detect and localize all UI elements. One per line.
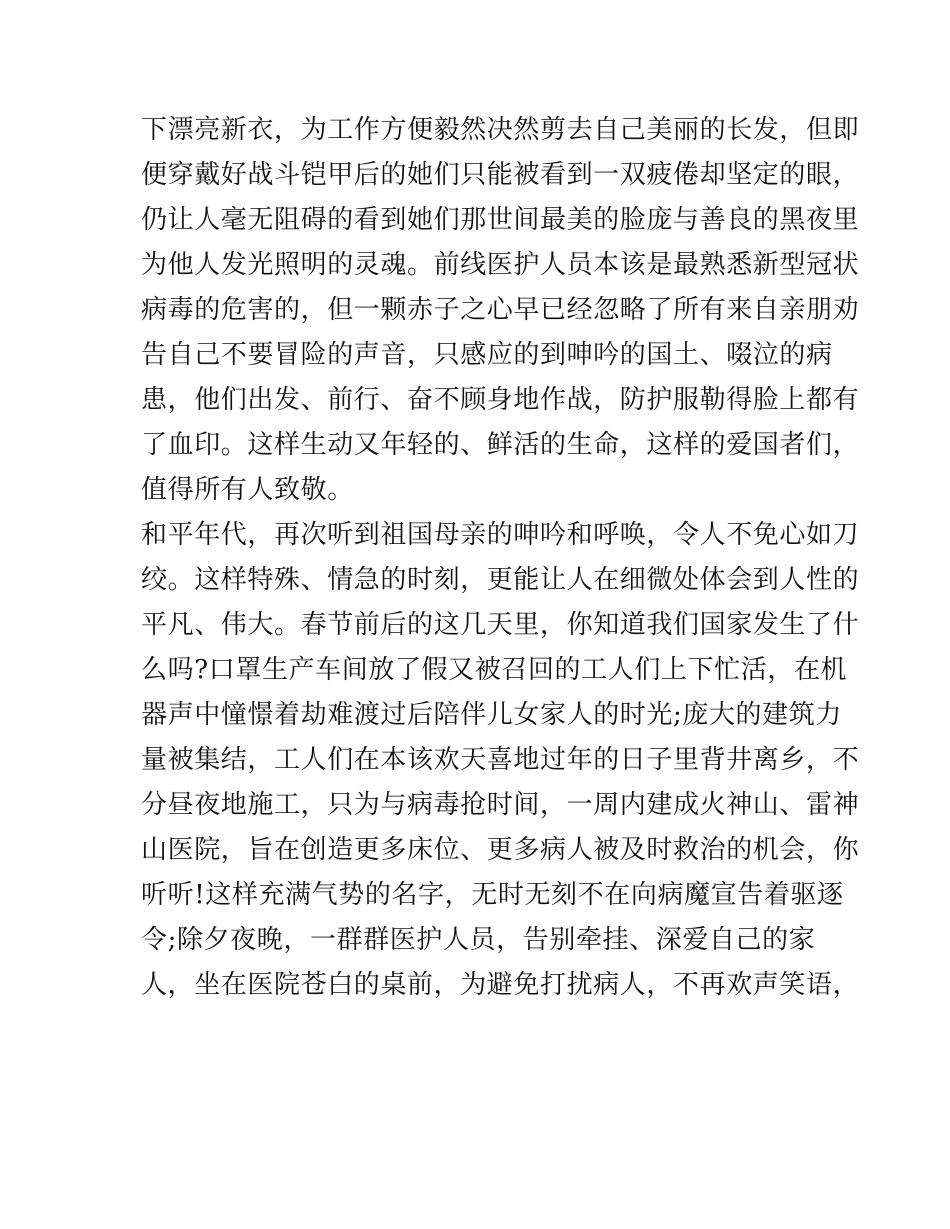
body-text: [141, 108, 860, 1008]
text-line: 和平年代，再次听到祖国母亲的呻吟和呼唤，令人不免心如刀: [141, 520, 860, 550]
text-line: 么吗?口罩生产车间放了假又被召回的工人们上下忙活，在机: [141, 655, 848, 685]
text-line: 绞。这样特殊、情急的时刻，更能让人在细微处体会到人性的: [141, 565, 860, 595]
text-line: 分昼夜地施工，只为与病毒抢时间，一周内建成火神山、雷神: [141, 790, 860, 820]
text-line: 令;除夕夜晚，一群群医护人员，告别牵挂、深爱自己的家: [141, 925, 816, 955]
text-line: 值得所有人致敬。: [141, 475, 354, 505]
text-line: 病毒的危害的，但一颗赤子之心早已经忽略了所有来自亲朋劝: [141, 295, 860, 325]
text-line: 人，坐在医院苍白的桌前，为避免打扰病人，不再欢声笑语，: [141, 970, 860, 1000]
text-line: 听听!这样充满气势的名字，无时无刻不在向病魔宣告着驱逐: [141, 880, 844, 910]
text-line: 器声中憧憬着劫难渡过后陪伴儿女家人的时光;庞大的建筑力: [141, 700, 842, 730]
text-line: 为他人发光照明的灵魂。前线医护人员本该是最熟悉新型冠状: [141, 250, 860, 280]
text-line: 平凡、伟大。春节前后的这几天里，你知道我们国家发生了什: [141, 610, 860, 640]
text-line: 量被集结，工人们在本该欢天喜地过年的日子里背井离乡，不: [141, 745, 860, 775]
text-line: 患，他们出发、前行、奋不顾身地作战，防护服勒得脸上都有: [141, 385, 860, 415]
text-line: 山医院，旨在创造更多床位、更多病人被及时救治的机会，你: [141, 835, 860, 865]
text-line: 便穿戴好战斗铠甲后的她们只能被看到一双疲倦却坚定的眼，: [141, 160, 860, 190]
text-line: 了血印。这样生动又年轻的、鲜活的生命，这样的爱国者们，: [141, 430, 860, 460]
text-line: 告自己不要冒险的声音，只感应的到呻吟的国土、啜泣的病: [141, 340, 833, 370]
text-line: 仍让人毫无阻碍的看到她们那世间最美的脸庞与善良的黑夜里: [141, 205, 860, 235]
text-line: 下漂亮新衣，为工作方便毅然决然剪去自己美丽的长发，但即: [141, 115, 860, 145]
